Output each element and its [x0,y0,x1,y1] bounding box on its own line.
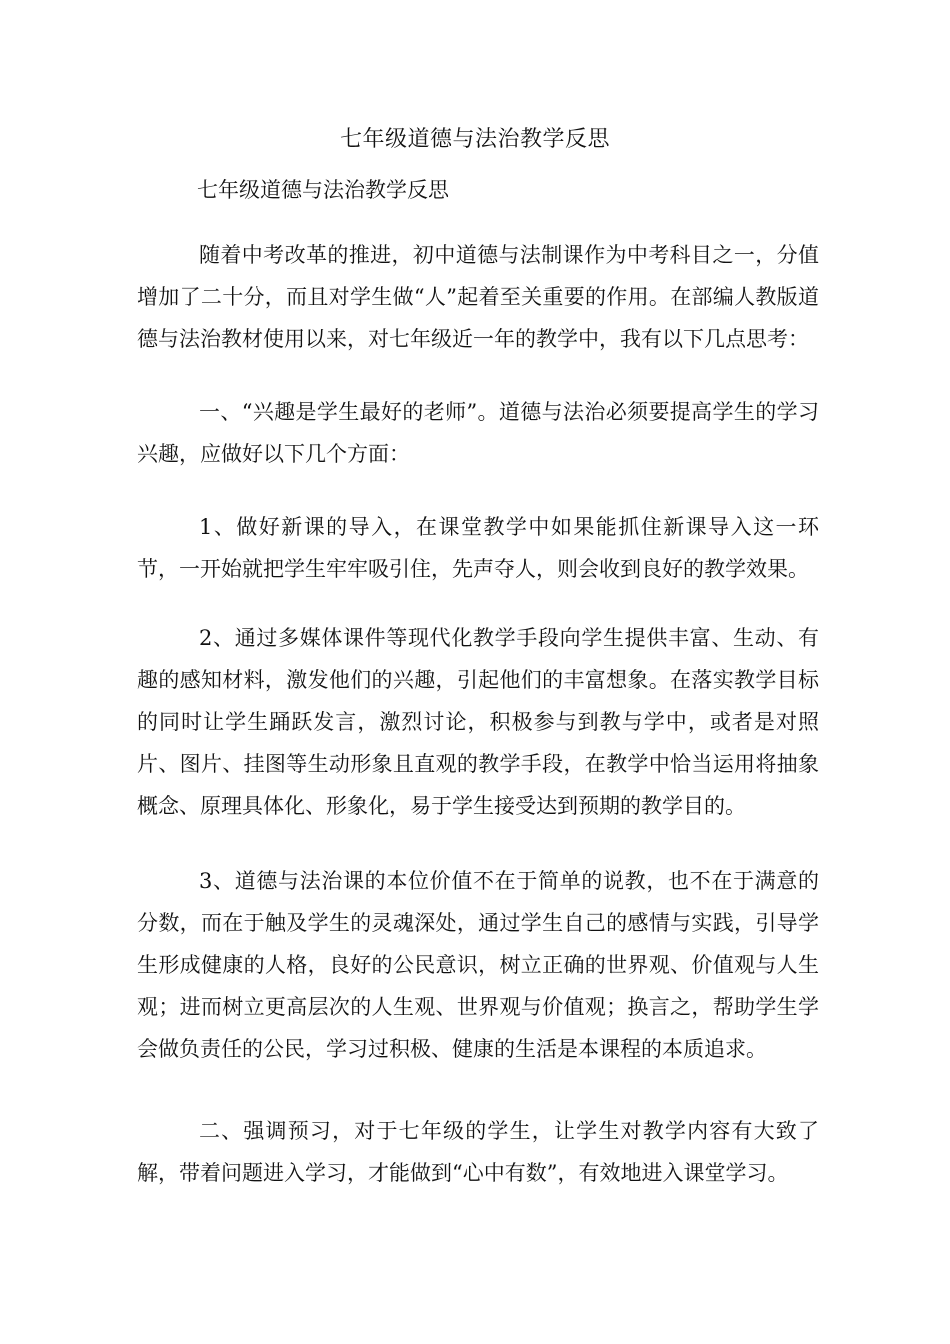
paragraph-section-one: 一、“兴趣是学生最好的老师”。道德与法治必须要提高学生的学习兴趣，应做好以下几个方面： [137,400,819,466]
paragraph-point-2: 2、通过多媒体课件等现代化教学手段向学生提供丰富、生动、有趣的感知材料，激发他们的兴趣，引起他们的丰富想象。在落实教学目标的同时让学生踊跃发言，激烈讨论，积极参与到教与学中，或者是对照片、图片、挂图等生动形象且直观的教学手段，在教学中恰当运用将抽象概念、原理具体化、形象化，易于学生接受达到预期的教学目的。 [137,626,819,818]
paragraph-section-two: 二、强调预习，对于七年级的学生，让学生对教学内容有大致了解，带着问题进入学习，才能做到“心中有数”，有效地进入课堂学习。 [137,1119,819,1185]
document-subtitle: 七年级道德与法治教学反思 [197,178,449,202]
paragraph-point-1: 1、做好新课的导入，在课堂教学中如果能抓住新课导入这一环节，一开始就把学生牢牢吸引住，先声夺人，则会收到良好的教学效果。 [137,515,819,581]
paragraph-intro: 随着中考改革的推进，初中道德与法制课作为中考科目之一，分值增加了二十分，而且对学生做“人”起着至关重要的作用。在部编人教版道德与法治教材使用以来，对七年级近一年的教学中，我有以下几点思考： [137,243,819,351]
paragraph-point-3: 3、道德与法治课的本位价值不在于简单的说教，也不在于满意的分数，而在于触及学生的灵魂深处，通过学生自己的感情与实践，引导学生形成健康的人格，良好的公民意识，树立正确的世界观、价值观与人生观；进而树立更高层次的人生观、世界观与价值观；换言之，帮助学生学会做负责任的公民，学习过积极、健康的生活是本课程的本质追求。 [137,869,819,1061]
document-title: 七年级道德与法治教学反思 [339,127,610,152]
